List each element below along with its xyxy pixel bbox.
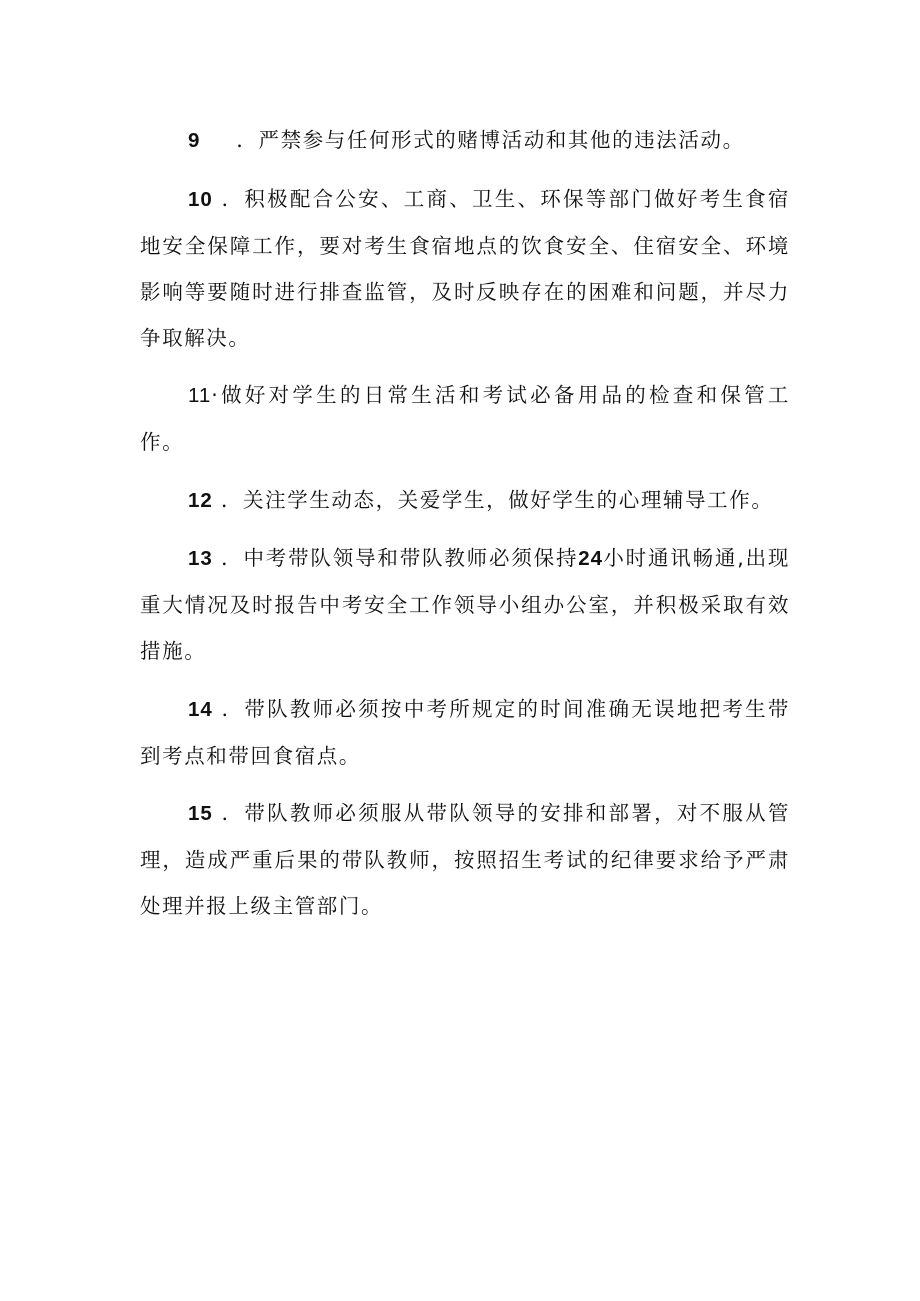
item-number: 14 bbox=[188, 697, 213, 721]
list-item bbox=[140, 117, 790, 164]
item-number: 13 bbox=[188, 547, 213, 570]
list-item bbox=[140, 686, 790, 779]
list-item bbox=[140, 372, 790, 465]
item-text-continued: 小时通讯畅通,出现重大情况及时报告中考安全工作领导小组办公室，并积极采取有效措施。 bbox=[140, 546, 790, 663]
item-number: 12 bbox=[188, 488, 213, 512]
list-item bbox=[140, 477, 790, 524]
item-text: ．带队教师必须服从带队领导的安排和部署，对不服从管理，造成严重后果的带队教师，按照招生考试的纪律要求给予严肃处理并报上级主管部门。 bbox=[140, 801, 790, 918]
item-text: ．严禁参与任何形式的赌博活动和其他的违法活动。 bbox=[236, 128, 745, 152]
item-number: 9 bbox=[188, 129, 201, 152]
list-item bbox=[140, 176, 790, 361]
item-text: ．中考带队领导和带队教师必须保持 bbox=[221, 546, 579, 570]
item-text: ·做好对学生的日常生活和考试必备用品的检查和保管工作。 bbox=[140, 383, 790, 454]
list-item bbox=[140, 790, 790, 929]
item-number: 11 bbox=[188, 384, 212, 407]
list-item bbox=[140, 535, 790, 674]
item-text: ．积极配合公安、工商、卫生、环保等部门做好考生食宿地安全保障工作，要对考生食宿地点的饮食安全、住宿安全、环境影响等要随时进行排查监管，及时反映存在的困难和问题，并尽力争取解决。 bbox=[140, 186, 790, 350]
item-text: ．带队教师必须按中考所规定的时间准确无误地把考生带到考点和带回食宿点。 bbox=[140, 696, 790, 768]
document-body bbox=[140, 117, 790, 941]
inline-number: 24 bbox=[578, 547, 604, 570]
item-number: 10 bbox=[188, 187, 213, 211]
item-text: ．关注学生动态，关爱学生，做好学生的心理辅导工作。 bbox=[220, 487, 774, 512]
item-number: 15 bbox=[188, 802, 213, 825]
